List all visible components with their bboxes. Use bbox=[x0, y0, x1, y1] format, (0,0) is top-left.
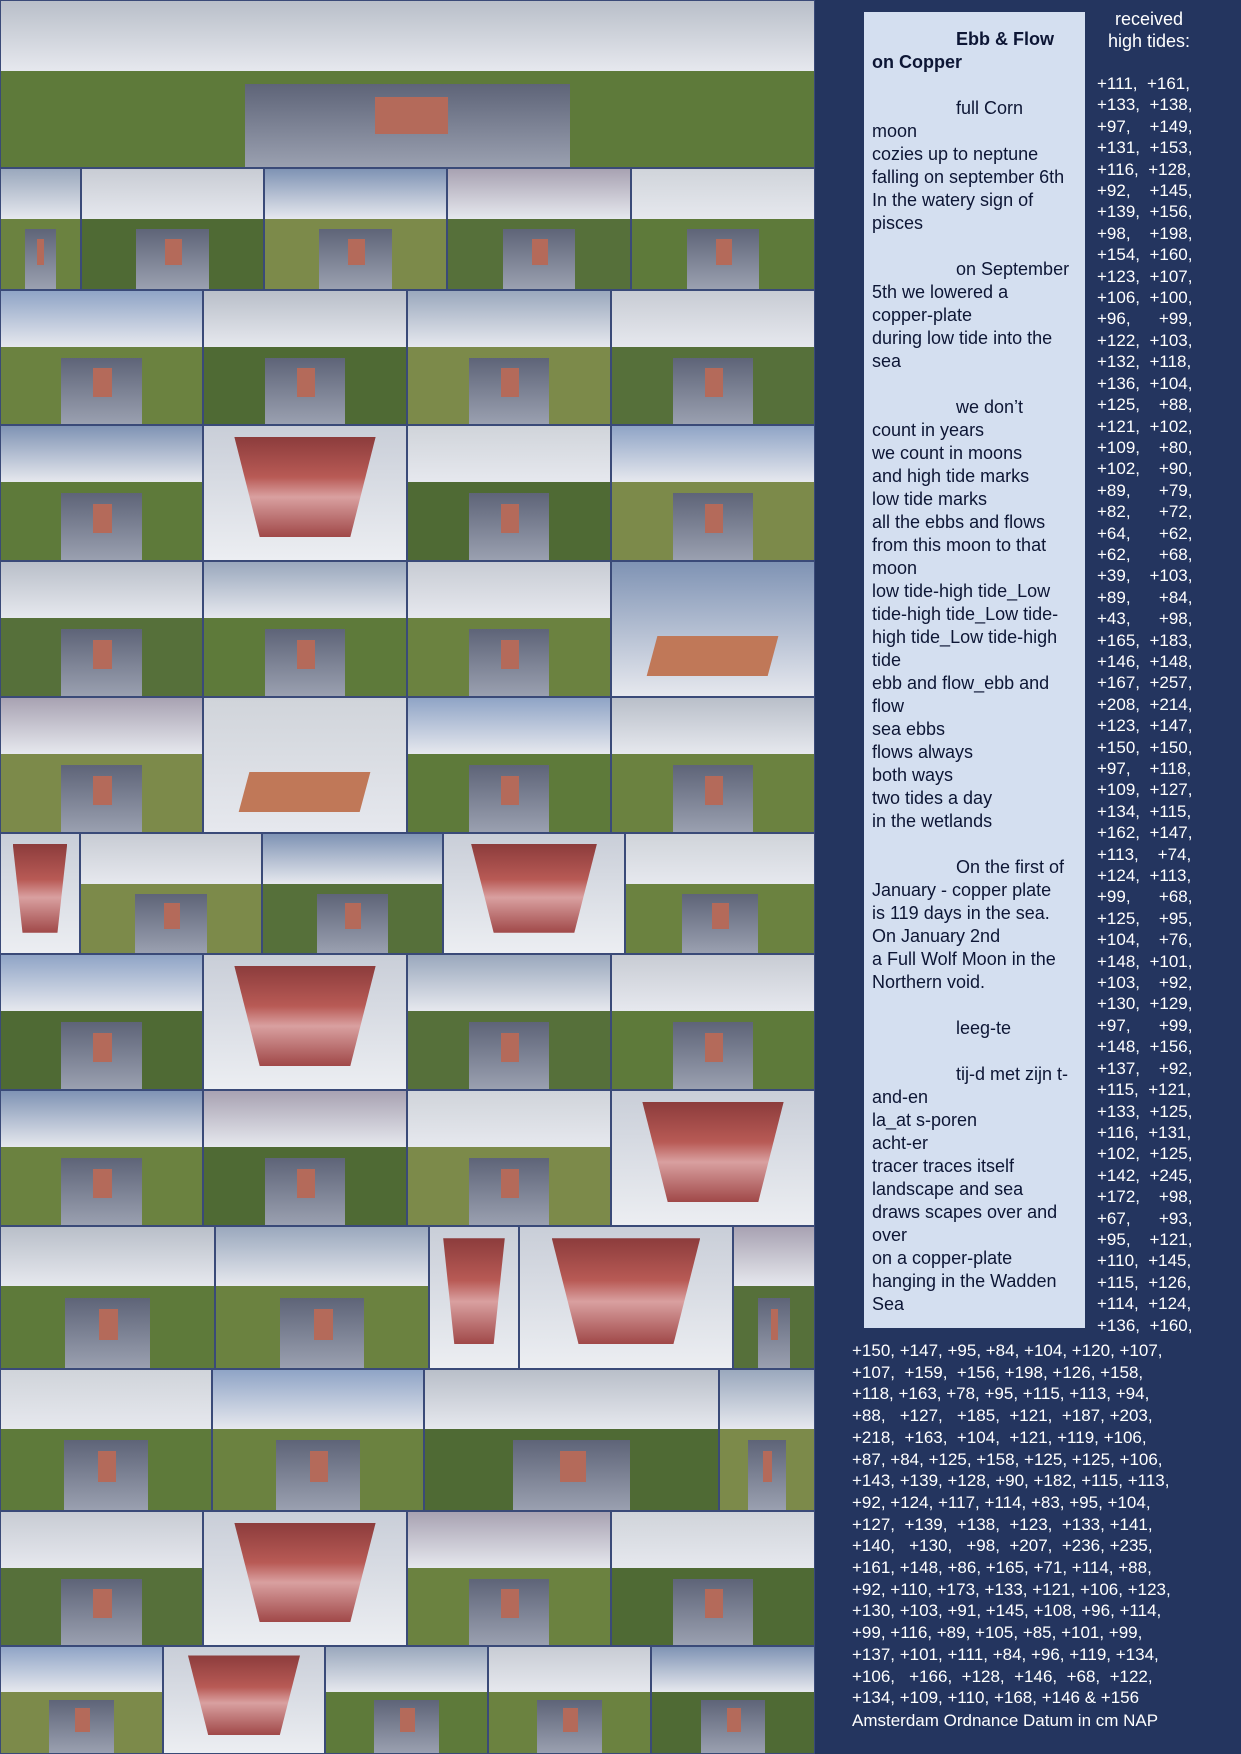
tide-line: +123, +147, bbox=[1097, 716, 1193, 736]
tide-line: +115, +126, bbox=[1097, 1272, 1192, 1292]
poem-line: draws scapes over and bbox=[872, 1202, 1058, 1222]
poem-line: In the watery sign of bbox=[872, 190, 1034, 210]
poem-line: pisces bbox=[872, 213, 924, 233]
poem-line: tij-d met zijn t- bbox=[956, 1064, 1069, 1084]
poem-line: la_at s-poren bbox=[872, 1110, 978, 1130]
poem-line: ebb and flow_ebb and bbox=[872, 673, 1050, 693]
poem-stanza bbox=[872, 97, 1077, 235]
poem-line: hanging in the Wadden bbox=[872, 1271, 1057, 1291]
poem-stanza bbox=[872, 1063, 1077, 1316]
tide-line: +116, +128, bbox=[1097, 159, 1192, 179]
tide-line: +133, +125, bbox=[1097, 1101, 1193, 1121]
poem-stanzas bbox=[872, 97, 1077, 1316]
poem-panel bbox=[864, 12, 1085, 1328]
tide-line: +140, +130, +98, +207, +236, +235, bbox=[852, 1536, 1153, 1556]
tide-line: +130, +103, +91, +145, +108, +96, +114, bbox=[852, 1601, 1162, 1621]
tide-line: +130, +129, bbox=[1097, 994, 1193, 1014]
wetland-photo bbox=[80, 833, 262, 954]
wetland-photo bbox=[0, 833, 80, 954]
poem-line: landscape and sea bbox=[872, 1179, 1024, 1199]
tide-line: +125, +95, bbox=[1097, 908, 1193, 928]
poem-line: full Corn bbox=[956, 98, 1024, 118]
poem-line: both ways bbox=[872, 765, 954, 785]
wetland-photo bbox=[262, 833, 443, 954]
tide-line: +92, +145, bbox=[1097, 181, 1193, 201]
tide-line: +150, +147, +95, +84, +104, +120, +107, bbox=[852, 1341, 1163, 1360]
tide-line: +97, +118, bbox=[1097, 759, 1192, 778]
tide-line: +124, +113, bbox=[1097, 866, 1192, 886]
poem-line: count in years bbox=[872, 420, 985, 440]
tide-line: +137, +101, +111, +84, +96, +119, +134, bbox=[852, 1644, 1159, 1664]
tide-line: +97, +99, bbox=[1097, 1015, 1193, 1035]
poem-line: January - copper plate bbox=[872, 880, 1052, 900]
tide-line: +136, +104, bbox=[1097, 373, 1193, 393]
tides-heading bbox=[1093, 8, 1205, 52]
tide-line: +122, +103, bbox=[1097, 330, 1193, 350]
tide-line: +103, +92, bbox=[1097, 973, 1193, 993]
tide-line: +43, +98, bbox=[1097, 609, 1193, 629]
tide-line: +89, +84, bbox=[1097, 587, 1193, 607]
tide-line: +172, +98, bbox=[1097, 1187, 1193, 1207]
poem-stanza bbox=[872, 856, 1077, 994]
wetland-photo bbox=[215, 1226, 429, 1369]
tide-line: +162, +147, bbox=[1097, 823, 1193, 843]
tides-bottom-block bbox=[852, 1340, 1237, 1709]
wetland-photo bbox=[0, 1646, 163, 1754]
poem-line: leeg-te bbox=[956, 1018, 1012, 1038]
wetland-photo bbox=[611, 1511, 815, 1646]
wetland-photo bbox=[0, 1511, 203, 1646]
tide-line: +150, +150, bbox=[1097, 737, 1193, 757]
wetland-photo bbox=[0, 168, 81, 290]
tide-line: +116, +131, bbox=[1097, 1122, 1192, 1142]
tide-line: +64, +62, bbox=[1097, 523, 1193, 543]
poem-line: on September bbox=[956, 259, 1070, 279]
wetland-photo bbox=[203, 425, 407, 561]
wetland-photo bbox=[203, 697, 407, 833]
tide-line: +99, +68, bbox=[1097, 887, 1193, 907]
poem-line: sea bbox=[872, 351, 902, 371]
tide-line: +146, +148, bbox=[1097, 651, 1193, 671]
tide-line: +97, +149, bbox=[1097, 116, 1193, 136]
tide-line: +134, +109, +110, +168, +146 & +156 bbox=[852, 1688, 1140, 1708]
tide-line: +127, +139, +138, +123, +133, +141, bbox=[852, 1514, 1153, 1534]
wetland-photo bbox=[407, 697, 611, 833]
poem-line: over bbox=[872, 1225, 908, 1245]
wetland-photo bbox=[443, 833, 625, 954]
poem-line: Northern void. bbox=[872, 972, 986, 992]
tide-line: +131, +153, bbox=[1097, 138, 1193, 158]
wetland-photo bbox=[447, 168, 631, 290]
wetland-photo bbox=[407, 561, 611, 697]
tides-heading-line2: high tides: bbox=[1107, 31, 1191, 51]
poem-title: Ebb & Flow bbox=[956, 29, 1054, 49]
tide-line: +154, +160, bbox=[1097, 245, 1193, 265]
tide-line: +148, +101, bbox=[1097, 951, 1193, 971]
wetland-photo bbox=[611, 425, 815, 561]
tide-line: +125, +88, bbox=[1097, 395, 1193, 415]
poem-line: and-en bbox=[872, 1087, 929, 1107]
tide-line: +132, +118, bbox=[1097, 352, 1192, 372]
poem-stanza bbox=[872, 1017, 1077, 1040]
tide-line: +134, +115, bbox=[1097, 801, 1192, 821]
wetland-photo bbox=[0, 561, 203, 697]
poem-line: low tide-high tide_Low bbox=[872, 581, 1051, 601]
wetland-photo bbox=[631, 168, 815, 290]
tide-line: +136, +160, bbox=[1097, 1315, 1193, 1335]
wetland-photo bbox=[488, 1646, 651, 1754]
poem-stanza bbox=[872, 396, 1077, 833]
poem-line: falling on september 6th bbox=[872, 167, 1065, 187]
tide-line: +165, +183, bbox=[1097, 630, 1193, 650]
poem-line: tide bbox=[872, 650, 902, 670]
tides-column bbox=[1097, 73, 1237, 1336]
poem-line: copper-plate bbox=[872, 305, 973, 325]
poem-line: flows always bbox=[872, 742, 974, 762]
wetland-photo bbox=[611, 290, 815, 425]
tide-line: +110, +145, bbox=[1097, 1251, 1192, 1271]
poem-line: and high tide marks bbox=[872, 466, 1030, 486]
wetland-photo bbox=[325, 1646, 488, 1754]
tide-line: +113, +74, bbox=[1097, 844, 1192, 864]
wetland-photo bbox=[407, 1090, 611, 1226]
wetland-photo bbox=[0, 0, 815, 168]
wetland-photo bbox=[733, 1226, 815, 1369]
wetland-photo bbox=[407, 290, 611, 425]
tide-line: +121, +102, bbox=[1097, 416, 1193, 436]
wetland-photo bbox=[611, 1090, 815, 1226]
wetland-photo bbox=[424, 1369, 719, 1511]
tide-line: +82, +72, bbox=[1097, 502, 1193, 522]
tide-line: +102, +90, bbox=[1097, 459, 1193, 479]
wetland-photo bbox=[0, 1090, 203, 1226]
tide-line: +106, +100, bbox=[1097, 288, 1193, 308]
poem-stanza bbox=[872, 258, 1077, 373]
poem-line: tide-high tide_Low tide- bbox=[872, 604, 1059, 624]
tide-line: +92, +124, +117, +114, +83, +95, +104, bbox=[852, 1492, 1151, 1512]
poem-line: we don’t bbox=[956, 397, 1024, 417]
wetland-photo bbox=[163, 1646, 325, 1754]
tide-line: +139, +156, bbox=[1097, 202, 1193, 222]
poem-line: Sea bbox=[872, 1294, 905, 1314]
tide-line: +115, +121, bbox=[1097, 1080, 1192, 1100]
tide-line: +109, +80, bbox=[1097, 437, 1193, 457]
poem-line: from this moon to that bbox=[872, 535, 1047, 555]
tide-line: +167, +257, bbox=[1097, 673, 1193, 693]
wetland-photo bbox=[0, 425, 203, 561]
wetland-photo bbox=[611, 561, 815, 697]
wetland-photo bbox=[0, 697, 203, 833]
tide-line: +114, +124, bbox=[1097, 1294, 1192, 1314]
tide-line: +107, +159, +156, +198, +126, +158, bbox=[852, 1362, 1144, 1382]
tides-heading-line1: received bbox=[1114, 9, 1184, 29]
wetland-photo bbox=[203, 1511, 407, 1646]
tide-line: +102, +125, bbox=[1097, 1144, 1193, 1164]
tide-line: +137, +92, bbox=[1097, 1058, 1193, 1078]
poem-title-line2: on Copper bbox=[872, 52, 962, 72]
tide-line: +109, +127, bbox=[1097, 780, 1193, 800]
wetland-photo bbox=[429, 1226, 519, 1369]
wetland-photo bbox=[407, 954, 611, 1090]
poem-line: 5th we lowered a bbox=[872, 282, 1009, 302]
tide-line: +123, +107, bbox=[1097, 266, 1193, 286]
poem-line: tracer traces itself bbox=[872, 1156, 1015, 1176]
wetland-photo bbox=[0, 1369, 212, 1511]
poem-line: all the ebbs and flows bbox=[872, 512, 1046, 532]
wetland-photo bbox=[264, 168, 447, 290]
poem-line: moon bbox=[872, 558, 918, 578]
tide-line: +88, +127, +185, +121, +187, +203, bbox=[852, 1406, 1153, 1426]
poem-line: On the first of bbox=[956, 857, 1065, 877]
wetland-photo bbox=[81, 168, 264, 290]
wetland-photo bbox=[0, 290, 203, 425]
wetland-photo bbox=[611, 954, 815, 1090]
poem-line: flow bbox=[872, 696, 905, 716]
tide-line: +92, +110, +173, +133, +121, +106, +123, bbox=[852, 1579, 1171, 1599]
datum-footer: Amsterdam Ordnance Datum in cm NAP bbox=[852, 1711, 1159, 1730]
tide-line: +67, +93, bbox=[1097, 1208, 1193, 1228]
poem-line: in the wetlands bbox=[872, 811, 993, 831]
poem-line: On January 2nd bbox=[872, 926, 1001, 946]
tide-line: +161, +148, +86, +165, +71, +114, +88, bbox=[852, 1558, 1152, 1578]
wetland-photo bbox=[651, 1646, 815, 1754]
wetland-photo bbox=[203, 290, 407, 425]
wetland-photo bbox=[212, 1369, 424, 1511]
wetland-photo bbox=[203, 561, 407, 697]
poem-line: high tide_Low tide-high bbox=[872, 627, 1058, 647]
wetland-photo bbox=[407, 425, 611, 561]
poem-line: is 119 days in the sea. bbox=[872, 903, 1050, 923]
poem-line: moon bbox=[872, 121, 918, 141]
wetland-photo bbox=[203, 954, 407, 1090]
wetland-photo bbox=[719, 1369, 815, 1511]
tide-line: +148, +156, bbox=[1097, 1037, 1193, 1057]
wetland-photo bbox=[203, 1090, 407, 1226]
poem-line: two tides a day bbox=[872, 788, 993, 808]
poem-line: on a copper-plate bbox=[872, 1248, 1013, 1268]
tide-line: +106, +166, +128, +146, +68, +122, bbox=[852, 1666, 1153, 1686]
tide-line: +142, +245, bbox=[1097, 1165, 1193, 1185]
tide-line: +98, +198, bbox=[1097, 223, 1193, 243]
wetland-photo bbox=[0, 954, 203, 1090]
tide-line: +208, +214, bbox=[1097, 694, 1193, 714]
tide-line: +96, +99, bbox=[1097, 309, 1193, 329]
tide-line: +87, +84, +125, +158, +125, +125, +106, bbox=[852, 1449, 1163, 1469]
tide-line: +143, +139, +128, +90, +182, +115, +113, bbox=[852, 1471, 1170, 1491]
tide-line: +104, +76, bbox=[1097, 930, 1193, 950]
poem-line: low tide marks bbox=[872, 489, 988, 509]
poem-line: sea ebbs bbox=[872, 719, 946, 739]
wetland-photo bbox=[0, 1226, 215, 1369]
tide-line: +118, +163, +78, +95, +115, +113, +94, bbox=[852, 1384, 1150, 1404]
tide-line: +62, +68, bbox=[1097, 544, 1193, 564]
tide-line: +39, +103, bbox=[1097, 566, 1193, 586]
poem-line: during low tide into the bbox=[872, 328, 1053, 348]
wetland-photo bbox=[519, 1226, 733, 1369]
tide-line: +218, +163, +104, +121, +119, +106, bbox=[852, 1427, 1147, 1447]
tide-line: +99, +116, +89, +105, +85, +101, +99, bbox=[852, 1623, 1143, 1643]
wetland-photo bbox=[407, 1511, 611, 1646]
tide-line: +89, +79, bbox=[1097, 480, 1193, 500]
tide-line: +111, +161, bbox=[1097, 74, 1190, 93]
poem-line: acht-er bbox=[872, 1133, 929, 1153]
wetland-photo bbox=[625, 833, 815, 954]
wetland-photo bbox=[611, 697, 815, 833]
tide-line: +133, +138, bbox=[1097, 95, 1193, 115]
tide-line: +95, +121, bbox=[1097, 1229, 1193, 1249]
poem-line: cozies up to neptune bbox=[872, 144, 1039, 164]
poem-line: we count in moons bbox=[872, 443, 1023, 463]
poem-line: a Full Wolf Moon in the bbox=[872, 949, 1056, 969]
